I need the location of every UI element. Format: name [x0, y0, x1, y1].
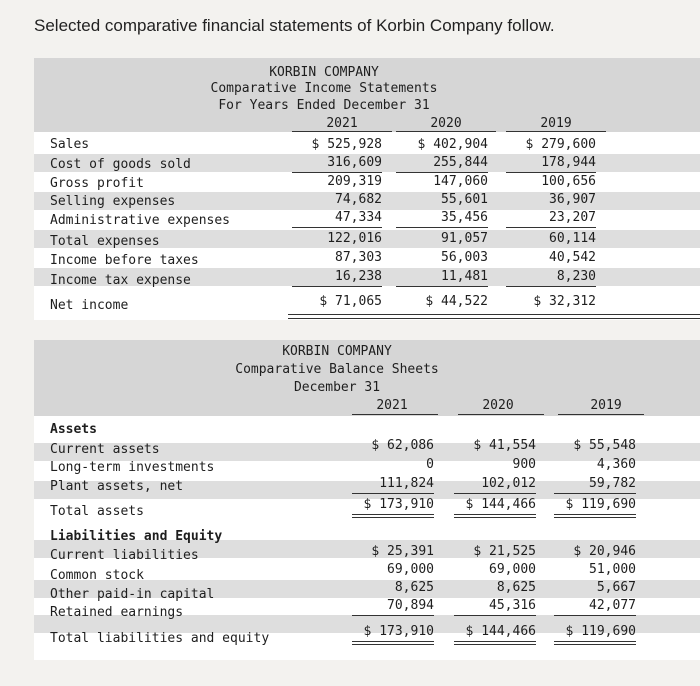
balance-value: 8,625	[394, 580, 434, 595]
balance-value: $ 20,946	[573, 544, 636, 559]
balance-value: $ 173,910	[352, 497, 434, 518]
balance-value: $ 21,525	[473, 544, 536, 559]
income-value: 8,230	[506, 269, 596, 287]
income-company-name: KORBIN COMPANY	[269, 65, 379, 80]
balance-title: Comparative Balance Sheets	[235, 362, 439, 377]
balance-value: $ 55,548	[573, 438, 636, 453]
balance-label-long-term-investments: Long-term investments	[50, 460, 215, 475]
balance-label-total-liabilities-equity: Total liabilities and equity	[50, 631, 270, 646]
balance-value: $ 25,391	[371, 544, 434, 559]
income-value: 11,481	[396, 269, 488, 287]
income-value: $ 402,904	[417, 137, 488, 152]
income-value: 91,057	[441, 231, 488, 246]
income-label-cogs: Cost of goods sold	[50, 157, 191, 172]
balance-value: 5,667	[596, 580, 636, 595]
balance-value: 42,077	[554, 598, 636, 616]
year-underline	[352, 414, 438, 415]
balance-sheet-table	[34, 340, 700, 660]
balance-value: $ 144,466	[454, 497, 536, 518]
income-statement-table	[34, 58, 700, 320]
balance-company-name: KORBIN COMPANY	[282, 344, 392, 359]
income-value: 47,334	[292, 210, 382, 228]
income-value: 87,303	[335, 250, 382, 265]
year-underline	[396, 131, 496, 132]
income-value: 56,003	[441, 250, 488, 265]
income-label-net-income: Net income	[50, 298, 129, 313]
income-value: 23,207	[506, 210, 596, 228]
year-underline	[506, 131, 606, 132]
balance-value: $ 119,690	[554, 497, 636, 518]
balance-year-2020: 2020	[482, 398, 514, 413]
income-label-total-expenses: Total expenses	[50, 234, 160, 249]
year-underline	[458, 414, 544, 415]
balance-label-plant-assets: Plant assets, net	[50, 479, 184, 494]
balance-period: December 31	[293, 380, 381, 395]
income-value: $ 44,522	[425, 294, 488, 309]
income-value: 147,060	[433, 174, 488, 189]
income-value: 40,542	[549, 250, 596, 265]
income-value: $ 71,065	[319, 294, 382, 309]
balance-value: 4,360	[596, 457, 636, 472]
balance-label-current-liabilities: Current liabilities	[50, 548, 199, 563]
balance-value: $ 144,466	[454, 624, 536, 645]
income-label-sales: Sales	[50, 137, 90, 152]
balance-value: $ 173,910	[352, 624, 434, 645]
income-value: 36,907	[549, 192, 596, 207]
year-underline	[558, 414, 644, 415]
balance-value: $ 62,086	[371, 438, 434, 453]
income-value: 316,609	[292, 155, 382, 173]
question-prompt: Selected comparative financial statements of Korbin Company follow.	[34, 16, 555, 35]
balance-value: $ 119,690	[554, 624, 636, 645]
balance-label-total-assets: Total assets	[50, 504, 144, 519]
balance-value: 8,625	[496, 580, 536, 595]
income-value: 178,944	[506, 155, 596, 173]
income-year-2021: 2021	[326, 116, 358, 131]
income-label-tax: Income tax expense	[50, 273, 191, 288]
balance-value: 51,000	[589, 562, 636, 577]
balance-year-2019: 2019	[590, 398, 622, 413]
balance-value: 45,316	[454, 598, 536, 616]
balance-value: 59,782	[554, 476, 636, 494]
income-value: 16,238	[292, 269, 382, 287]
balance-value: $ 41,554	[473, 438, 536, 453]
balance-value: 102,012	[454, 476, 536, 494]
year-underline	[292, 131, 392, 132]
income-value: 209,319	[327, 174, 382, 189]
balance-value: 69,000	[489, 562, 536, 577]
income-value: 74,682	[335, 192, 382, 207]
balance-year-2021: 2021	[376, 398, 408, 413]
income-title: Comparative Income Statements	[210, 81, 438, 96]
income-value: $ 32,312	[533, 294, 596, 309]
income-value: $ 279,600	[525, 137, 596, 152]
income-year-2019: 2019	[540, 116, 572, 131]
income-label-selling: Selling expenses	[50, 194, 176, 209]
income-value: 255,844	[396, 155, 488, 173]
assets-heading: Assets	[50, 422, 97, 437]
income-year-2020: 2020	[430, 116, 462, 131]
income-label-income-before-taxes: Income before taxes	[50, 253, 199, 268]
balance-label-retained-earnings: Retained earnings	[50, 605, 184, 620]
income-label-admin: Administrative expenses	[50, 213, 231, 228]
balance-value: 70,894	[352, 598, 434, 616]
liabilities-equity-heading: Liabilities and Equity	[50, 529, 223, 544]
income-value: 35,456	[396, 210, 488, 228]
income-value: $ 525,928	[311, 137, 382, 152]
balance-value: 69,000	[387, 562, 434, 577]
balance-value: 0	[426, 457, 434, 472]
balance-value: 111,824	[352, 476, 434, 494]
income-value: 122,016	[327, 231, 382, 246]
balance-label-other-paid-in: Other paid-in capital	[50, 587, 215, 602]
balance-label-current-assets: Current assets	[50, 442, 160, 457]
balance-value: 900	[512, 457, 536, 472]
net-income-double-rule	[288, 314, 700, 319]
income-label-gross-profit: Gross profit	[50, 176, 144, 191]
income-value: 55,601	[441, 192, 488, 207]
income-value: 100,656	[541, 174, 596, 189]
balance-label-common-stock: Common stock	[50, 568, 144, 583]
income-period: For Years Ended December 31	[218, 98, 430, 113]
income-value: 60,114	[549, 231, 596, 246]
